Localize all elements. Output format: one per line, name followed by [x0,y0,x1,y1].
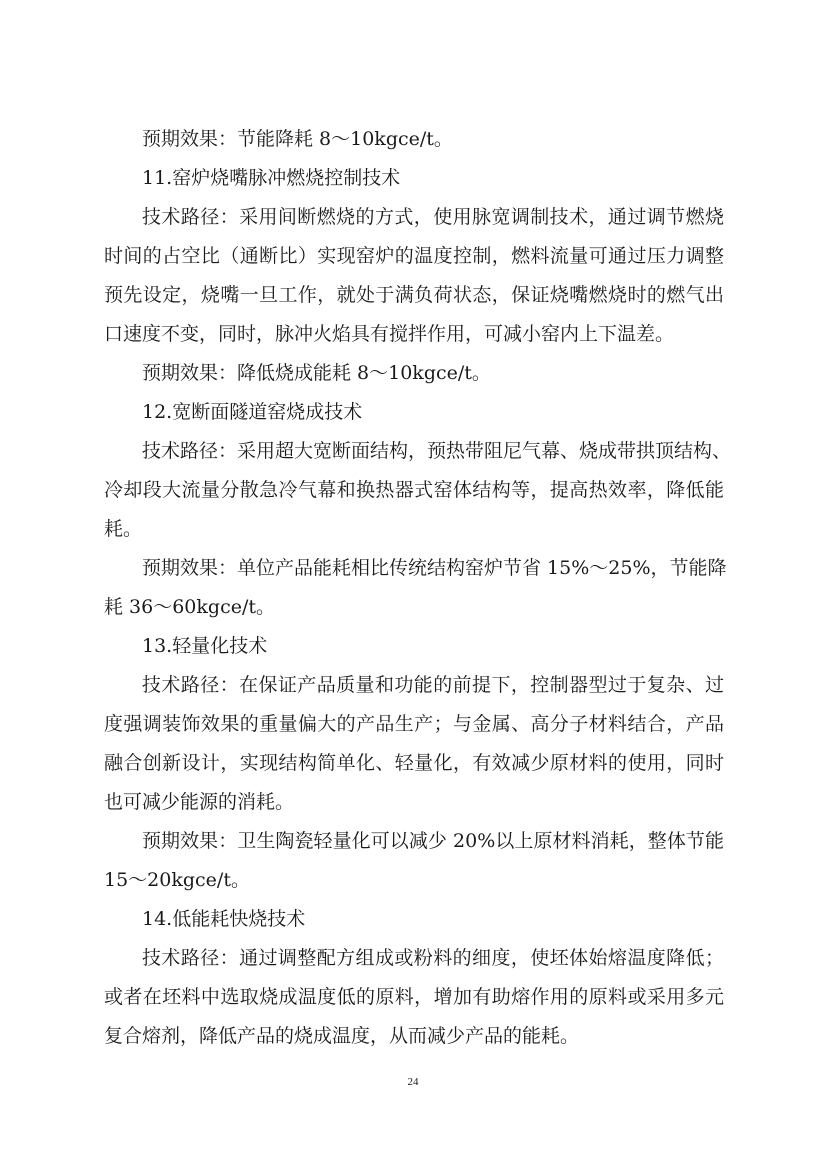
expected-effect-line: 预期效果：卫生陶瓷轻量化可以减少 20%以上原材料消耗，整体节能 [142,830,724,852]
paragraph-line: 时间的占空比（通断比）实现窑炉的温度控制，燃料流量可通过压力调整 [104,245,724,267]
tech-path-line: 技术路径：在保证产品质量和功能的前提下，控制器型过于复杂、过 [142,674,724,696]
paragraph-line: 或者在坯料中选取烧成温度低的原料，增加有助熔作用的原料或采用多元 [104,986,724,1008]
page-number: 24 [407,1076,419,1088]
paragraph-line: 预先设定，烧嘴一旦工作，就处于满负荷状态，保证烧嘴燃烧时的燃气出 [104,284,724,306]
section-heading-14: 14.低能耗快烧技术 [142,908,306,930]
paragraph-line: 复合熔剂，降低产品的烧成温度，从而减少产品的能耗。 [104,1025,580,1047]
paragraph-line: 口速度不变，同时，脉冲火焰具有搅拌作用，可减小窑内上下温差。 [104,323,675,345]
paragraph-line: 融合创新设计，实现结构简单化、轻量化，有效减少原材料的使用，同时 [104,752,724,774]
expected-effect-line: 预期效果：降低烧成能耗 8～10kgce/t。 [142,362,491,384]
tech-path-line: 技术路径：采用间断燃烧的方式，使用脉宽调制技术，通过调节燃烧 [142,206,724,228]
section-heading-12: 12.宽断面隧道窑烧成技术 [142,401,363,423]
section-heading-13: 13.轻量化技术 [142,635,268,657]
tech-path-line: 技术路径：通过调整配方组成或粉料的细度，使坯体始熔温度降低； [142,947,724,969]
tech-path-line: 技术路径：采用超大宽断面结构，预热带阻尼气幕、烧成带拱顶结构、 [142,440,732,462]
paragraph-line: 度强调装饰效果的重量偏大的产品生产；与金属、高分子材料结合，产品 [104,713,724,735]
expected-effect-line: 预期效果：单位产品能耗相比传统结构窑炉节省 15%～25%，节能降 [142,557,727,579]
paragraph-line: 耗 36～60kgce/t。 [104,596,275,618]
expected-effect-line: 预期效果：节能降耗 8～10kgce/t。 [142,128,453,150]
paragraph-line: 15～20kgce/t。 [104,869,250,891]
section-heading-11: 11.窑炉烧嘴脉冲燃烧控制技术 [142,167,401,189]
paragraph-line: 也可减少能源的消耗。 [104,791,295,813]
paragraph-line: 耗。 [104,518,143,540]
paragraph-line: 冷却段大流量分散急冷气幕和换热器式窑体结构等，提高热效率，降低能 [104,479,724,501]
